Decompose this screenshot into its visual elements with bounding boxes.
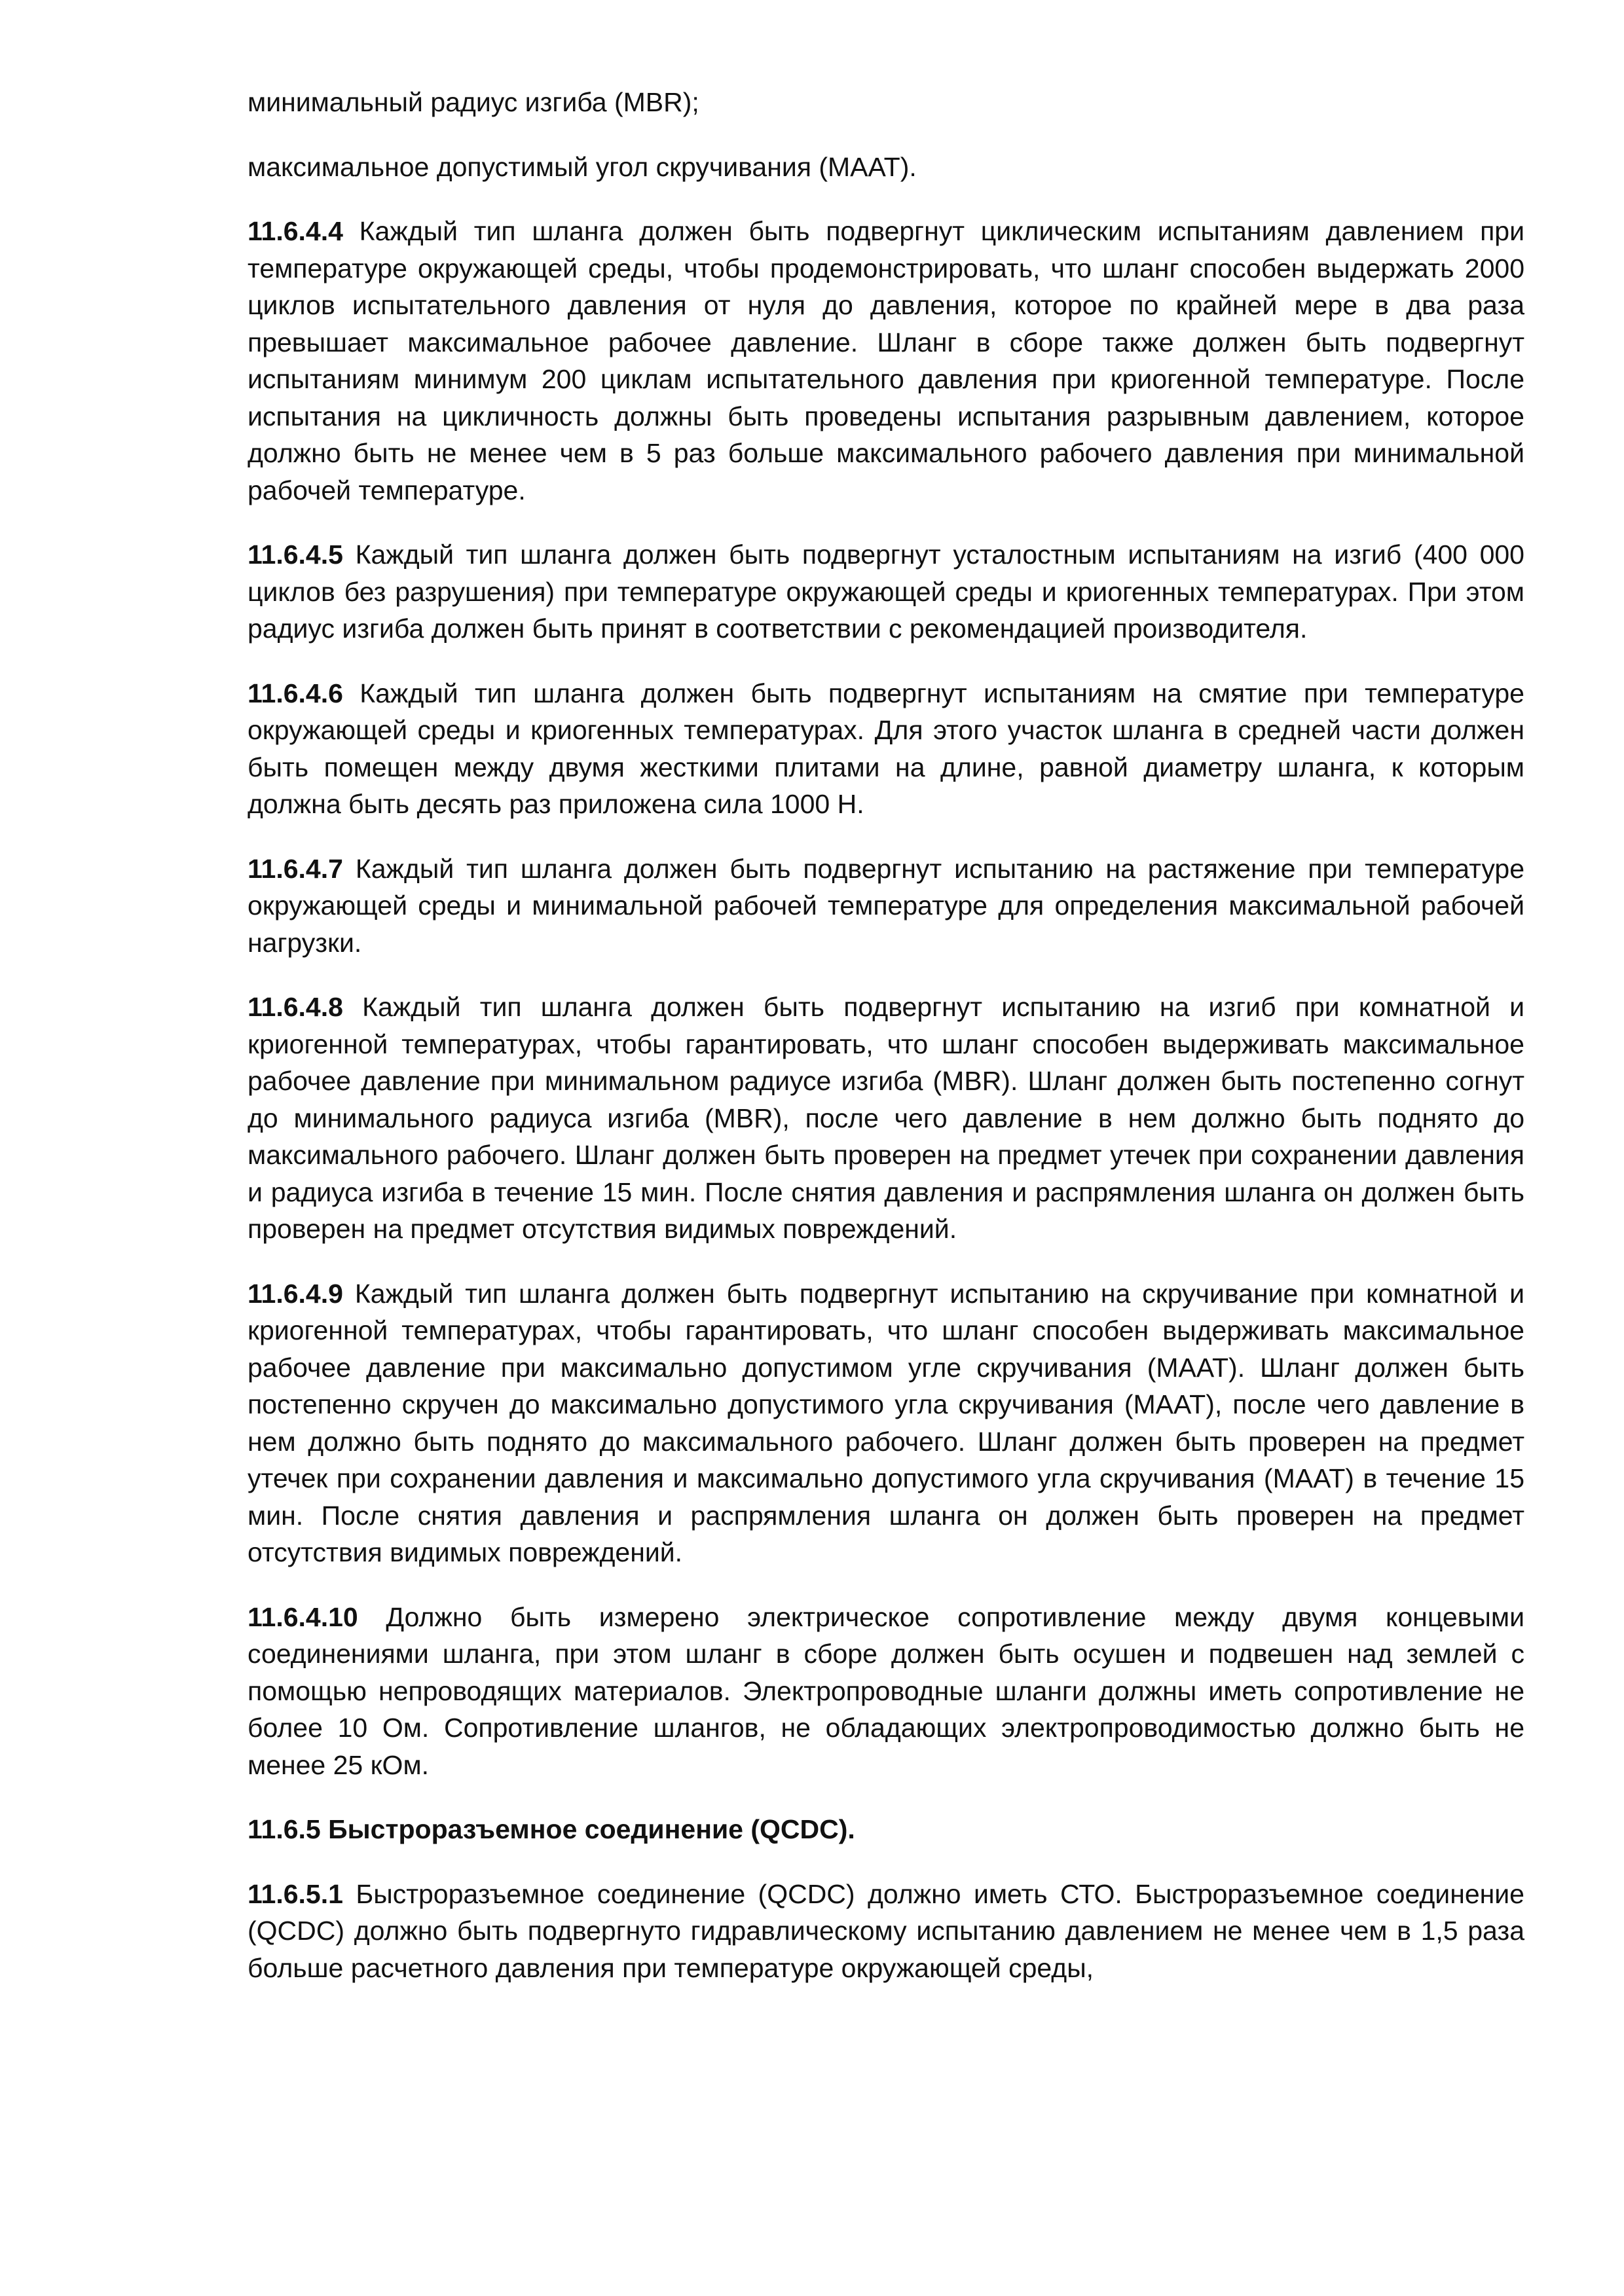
- paragraph-11-6-4-10: [248, 1599, 1524, 1784]
- paragraph-number: 11.6.4.6: [248, 678, 343, 708]
- paragraph-number: 11.6.4.7: [248, 853, 343, 884]
- paragraph-11-6-4-8: [248, 989, 1524, 1248]
- paragraph-text: Каждый тип шланга должен быть подвергнут испытанию на растяжение при температуре окружающей среды и минимальной рабочей температуре для определения максимальной рабочей нагрузки.: [248, 853, 1524, 958]
- paragraph-text: Каждый тип шланга должен быть подвергнут усталостным испытаниям на изгиб (400 000 циклов без разрушения) при температуре окружающей среды и криогенных температурах. При этом радиус изгиба должен быть принят в соответствии с рекомендацией производителя.: [248, 539, 1524, 644]
- document-body: [248, 84, 1524, 2014]
- paragraph-number: 11.6.4.5: [248, 539, 343, 570]
- paragraph-11-6-4-4: [248, 213, 1524, 509]
- paragraph-number: 11.6.4.9: [248, 1278, 343, 1309]
- paragraph-text: Каждый тип шланга должен быть подвергнут испытаниям на смятие при температуре окружающей среды и криогенных температурах. Для этого участок шланга в средней части должен быть помещен между двумя жесткими плитами на длине, равной диаметру шланга, к которым должна быть десять раз приложена сила 1000 Н.: [248, 678, 1524, 819]
- paragraph-11-6-4-9: [248, 1275, 1524, 1571]
- paragraph-11-6-5-1: [248, 1876, 1524, 1987]
- paragraph-11-6-4-6: [248, 675, 1524, 823]
- paragraph-number: 11.6.4.8: [248, 992, 343, 1022]
- section-heading: 11.6.5 Быстроразъемное соединение (QCDC).: [248, 1814, 855, 1844]
- paragraph-number: 11.6.5.1: [248, 1878, 343, 1909]
- paragraph-11-6-4-5: [248, 536, 1524, 647]
- paragraph-text: Каждый тип шланга должен быть подвергнут циклическим испытаниям давлением при температуре окружающей среды, чтобы продемонстрировать, что шланг способен выдержать 2000 циклов испытательного давления от нуля до давления, которое по крайней мере в два раза превышает максимальное рабочее давление. Шланг в сборе также должен быть подвергнут испытаниям минимум 200 циклам испытательного давления при криогенной температуре. После испытания на цикличность должны быть проведены испытания разрывным давлением, которое должно быть не менее чем в 5 раз больше максимального рабочего давления при минимальной рабочей температуре.: [248, 216, 1524, 505]
- text-line-maat: максимальное допустимый угол скручивания (МААТ).: [248, 151, 917, 182]
- paragraph-11-6-4-7: [248, 850, 1524, 962]
- paragraph-text: Каждый тип шланга должен быть подвергнут испытанию на изгиб при комнатной и криогенной температурах, чтобы гарантировать, что шланг способен выдерживать максимальное рабочее давление при минимальном радиусе изгиба (MBR). Шланг должен быть постепенно согнут до минимального радиуса изгиба (MBR), после чего давление в нем должно быть поднято до максимального рабочего. Шланг должен быть проверен на предмет утечек при сохранении давления и радиуса изгиба в течение 15 мин. После снятия давления и распрямления шланга он должен быть проверен на предмет отсутствия видимых повреждений.: [248, 992, 1524, 1244]
- paragraph-number: 11.6.4.4: [248, 216, 343, 246]
- paragraph-text: Каждый тип шланга должен быть подвергнут испытанию на скручивание при комнатной и криогенной температурах, чтобы гарантировать, что шланг способен выдерживать максимальное рабочее давление при максимально допустимом угле скручивания (МААТ). Шланг должен быть постепенно скручен до максимально допустимого угла скручивания (МААТ), после чего давление в нем должно быть поднято до максимального рабочего. Шланг должен быть проверен на предмет утечек при сохранении давления и максимально допустимого угла скручивания (МААТ) в течение 15 мин. После снятия давления и распрямления шланга он должен быть проверен на предмет отсутствия видимых повреждений.: [248, 1278, 1524, 1567]
- paragraph-text: Быстроразъемное соединение (QCDC) должно иметь СТО. Быстроразъемное соединение (QCDC) должно быть подвергнуто гидравлическому испытанию давлением не менее чем в 1,5 раза больше расчетного давления при температуре окружающей среды,: [248, 1878, 1524, 1983]
- paragraph-text: Должно быть измерено электрическое сопротивление между двумя концевыми соединениями шланга, при этом шланг в сборе должен быть осушен и подвешен над землей с помощью непроводящих материалов. Электропроводные шланги должны иметь сопротивление не более 10 Ом. Сопротивление шлангов, не обладающих электропроводимостью должно быть не менее 25 кОм.: [248, 1601, 1524, 1780]
- text-line-mbr: минимальный радиус изгиба (MBR);: [248, 87, 699, 117]
- paragraph-number: 11.6.4.10: [248, 1601, 358, 1632]
